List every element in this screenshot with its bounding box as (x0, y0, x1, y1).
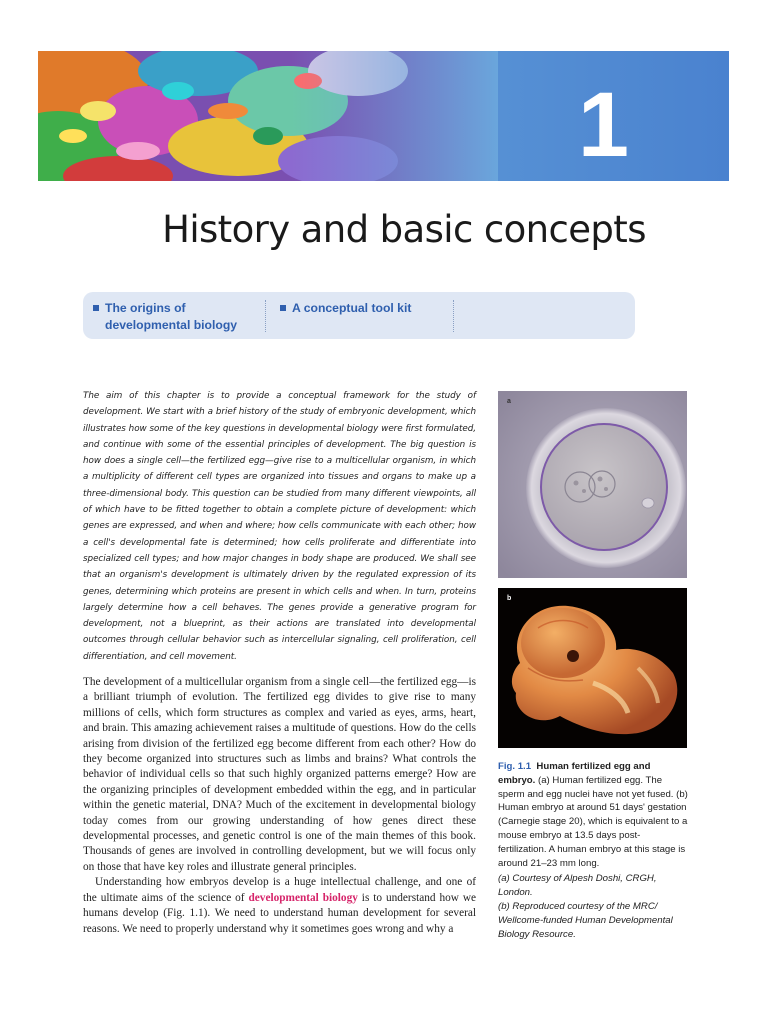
chapter-banner (38, 51, 729, 181)
intro-paragraph: The aim of this chapter is to provide a conceptual framework for the study of development. We start with a brief history of the study of embryonic development, which illustrates how some of the key questions in developmental biology were first formulated, and continue with some of the essential principles of development. The big question is how does a single cell—the fertilized egg—give rise to a multicellular organism, in which a multiplicity of different cell types are organized into tissues and organs to make up a three-dimensional body. This question can be studied from many different viewpoints, all of which have to be fitted together to obtain a complete picture of development: which genes are expressed, and when and where; how cells communicate with each other; how a cell's developmental fate is determined; how cells proliferate and differentiate into specialized cell types; and how major changes in body shape are produced. We shall see that an organism's development is ultimately driven by the regulated expression of its genes, determining which proteins are present in which cells and when. In turn, proteins largely determine how a cell behaves. The genes provide a generative program for development, not a blueprint, as their actions are translated into developmental outcomes through cellular behavior such as intercellular signaling, cell proliferation, cell differentiation, and cell movement. (83, 391, 476, 662)
figure-label: Fig. 1.1 (498, 761, 532, 772)
image-credit-a: (a) Courtesy of Alpesh Doshi, CRGH, London. (498, 873, 657, 899)
figure-panel-a (498, 391, 687, 578)
panel-label: a (507, 398, 511, 405)
caption-text: (a) Human fertilized egg. The sperm and egg nuclei have not yet fused. (b) Human embryo at around 51 days' gestation (Carnegie stage 20), which is equivalent to a mouse embryo at 13.5 days post-fertilization. A human embryo at this stage is around 21–23 mm long. (498, 774, 688, 869)
body-text-run: Understanding how embryos develop is a huge intellectual challenge, and one of the ultimate aims of the science of (83, 876, 476, 904)
caption-body (498, 760, 688, 870)
bullet-square-icon (280, 305, 286, 311)
chapter-intro (83, 388, 476, 665)
figure-panel-b (498, 588, 687, 748)
figure-title: Human fertilized egg and embryo. (498, 761, 651, 786)
chapter-title: History and basic concepts (162, 208, 646, 251)
outline-divider (453, 300, 454, 332)
outline-item-tool-kit[interactable] (280, 300, 452, 317)
outline-item-label: The origins of developmental biology (105, 301, 238, 332)
outline-divider (265, 300, 266, 332)
image-credit-b: (b) Reproduced courtesy of the MRC/ Wellcome-funded Human Developmental Biology Resource. (498, 900, 673, 940)
outline-item-label: A conceptual tool kit (292, 301, 412, 315)
body-paragraph (83, 875, 476, 937)
human-embryo-image (498, 588, 687, 748)
bullet-square-icon (93, 305, 99, 311)
section-outline (83, 292, 635, 339)
body-text (83, 675, 476, 937)
chapter-number: 1 (577, 74, 629, 176)
figure-caption (498, 760, 688, 941)
outline-item-origins[interactable] (93, 300, 255, 334)
panel-label: b (507, 595, 512, 602)
body-text-run: is to understand how we humans develop (Fig. 1.1). We need to understand human development for several reasons. We need to properly understand why it sometimes goes wrong and why a (83, 891, 477, 935)
banner-artwork (38, 51, 498, 181)
key-term: developmental biology (248, 891, 358, 904)
fertilized-egg-image (498, 391, 687, 578)
body-paragraph: The development of a multicellular organism from a single cell—the fertilized egg—is a brilliant triumph of evolution. The fertilized egg divides to give rise to many millions of cells, which form structures as complex and varied as eyes, arms, heart, and brain. This amazing achievement raises a multitude of questions. How do the cells arising from division of the fertilized egg become different from each other? How do they become organized into structures such as limbs and brains? What controls the behavior of individual cells so that such highly organized patterns emerge? How are the organizing principles of development embedded within the egg, and in particular within the genetic material, DNA? Much of the excitement in developmental biology today comes from our growing understanding of how genes direct these developmental processes, and genetic control is one of the main themes of this book. Thousands of genes are involved in controlling development, but we will focus only on those that have key roles and illustrate general principles. (83, 676, 476, 873)
